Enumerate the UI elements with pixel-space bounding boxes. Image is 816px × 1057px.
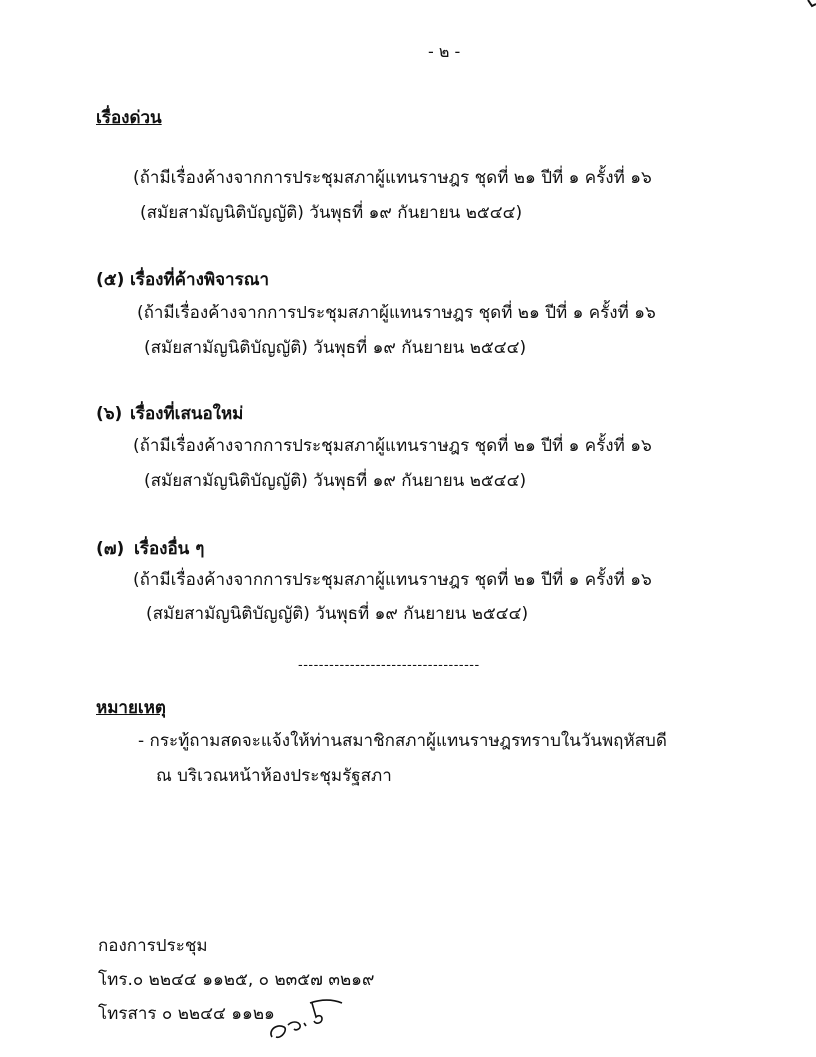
- handwritten-signature: [266, 995, 346, 1045]
- section-7-number: (๗): [96, 539, 125, 559]
- page-number: - ๒ -: [428, 42, 461, 61]
- section-6-title: เรื่องที่เสนอใหม่: [130, 404, 244, 424]
- fax-number: โทรสาร ๐ ๒๒๔๔ ๑๑๒๑: [98, 1004, 275, 1024]
- section-5-line-2: (สมัยสามัญนิติบัญญัติ) วันพุธที่ ๑๙ กันยายน ๒๕๔๔): [144, 338, 527, 358]
- urgent-line-2: (สมัยสามัญนิติบัญญัติ) วันพุธที่ ๑๙ กันยายน ๒๕๔๔): [140, 203, 523, 223]
- section-6-line-1: (ถ้ามีเรื่องค้างจากการประชุมสภาผู้แทนราษฎร ชุดที่ ๒๑ ปีที่ ๑ ครั้งที่ ๑๖: [133, 436, 652, 456]
- section-5-line-1: (ถ้ามีเรื่องค้างจากการประชุมสภาผู้แทนราษฎร ชุดที่ ๒๑ ปีที่ ๑ ครั้งที่ ๑๖: [137, 303, 656, 323]
- note-line-1: - กระทู้ถามสดจะแจ้งให้ท่านสมาชิกสภาผู้แทนราษฎรทราบในวันพฤหัสบดี: [138, 731, 667, 751]
- phone-number: โทร.๐ ๒๒๔๔ ๑๑๒๕, ๐ ๒๓๕๗ ๓๒๑๙: [98, 970, 375, 990]
- section-7-line-1: (ถ้ามีเรื่องค้างจากการประชุมสภาผู้แทนราษฎร ชุดที่ ๒๑ ปีที่ ๑ ครั้งที่ ๑๖: [133, 570, 652, 590]
- urgent-line-1: (ถ้ามีเรื่องค้างจากการประชุมสภาผู้แทนราษฎร ชุดที่ ๒๑ ปีที่ ๑ ครั้งที่ ๑๖: [133, 168, 652, 188]
- section-6-line-2: (สมัยสามัญนิติบัญญัติ) วันพุธที่ ๑๙ กันยายน ๒๕๔๔): [144, 471, 527, 491]
- section-5-number: (๕): [96, 270, 125, 290]
- corner-mark: [806, 0, 816, 8]
- section-5-title: เรื่องที่ค้างพิจารณา: [130, 270, 270, 290]
- note-heading: หมายเหตุ: [96, 698, 166, 718]
- divider-line: -----------------------------------: [298, 658, 480, 673]
- office-name: กองการประชุม: [98, 936, 208, 956]
- note-line-2: ณ บริเวณหน้าห้องประชุมรัฐสภา: [156, 766, 392, 786]
- section-6-number: (๖): [96, 404, 123, 424]
- section-7-line-2: (สมัยสามัญนิติบัญญัติ) วันพุธที่ ๑๙ กันยายน ๒๕๔๔): [146, 604, 529, 624]
- urgent-heading: เรื่องด่วน: [96, 108, 162, 128]
- section-7-title: เรื่องอื่น ๆ: [134, 539, 205, 559]
